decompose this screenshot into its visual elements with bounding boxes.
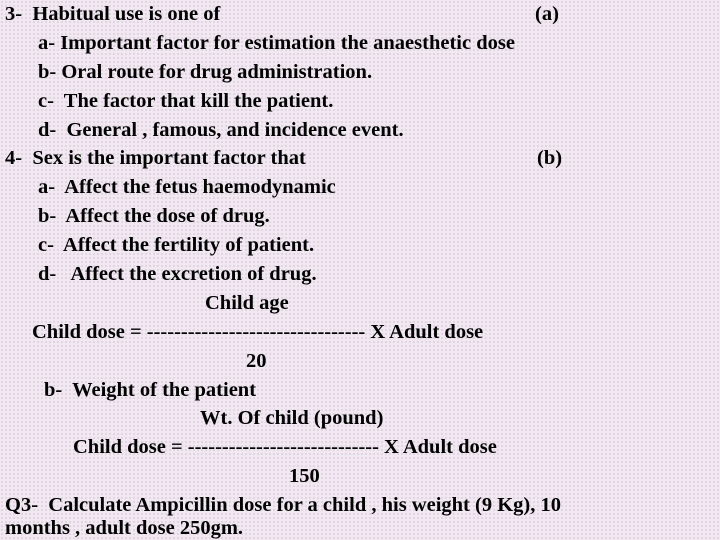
question-4-answer: (b)	[537, 147, 563, 169]
weight-formula-numerator: Wt. Of child (pound)	[200, 407, 384, 429]
question-4-stem: 4- Sex is the important factor that	[5, 147, 306, 169]
question-4-option-b: b- Affect the dose of drug.	[38, 205, 270, 227]
age-formula-line: Child dose = -------------------------------- X Adult dose	[32, 321, 484, 343]
weight-item: b- Weight of the patient	[44, 379, 257, 401]
age-formula-numerator: Child age	[205, 292, 289, 314]
question-3-stem: 3- Habitual use is one of	[5, 3, 221, 25]
question-3-option-b: b- Oral route for drug administration.	[38, 61, 373, 83]
age-formula-denominator: 20	[246, 350, 267, 372]
question-4-option-c: c- Affect the fertility of patient.	[38, 234, 315, 256]
question-4-option-d: d- Affect the excretion of drug.	[38, 263, 317, 285]
weight-formula-line: Child dose = ---------------------------- X Adult dose	[73, 436, 497, 458]
question-3-option-c: c- The factor that kill the patient.	[38, 90, 334, 112]
question-4-option-a: a- Affect the fetus haemodynamic	[38, 176, 336, 198]
calc-question-line-1: Q3- Calculate Ampicillin dose for a child , his weight (9 Kg), 10	[5, 494, 561, 516]
question-3-answer: (a)	[535, 3, 559, 25]
question-3-option-d: d- General , famous, and incidence event.	[38, 119, 404, 141]
calc-question-line-2: months , adult dose 250gm.	[5, 517, 244, 539]
weight-formula-denominator: 150	[289, 465, 320, 487]
question-3-option-a: a- Important factor for estimation the anaesthetic dose	[38, 32, 515, 54]
